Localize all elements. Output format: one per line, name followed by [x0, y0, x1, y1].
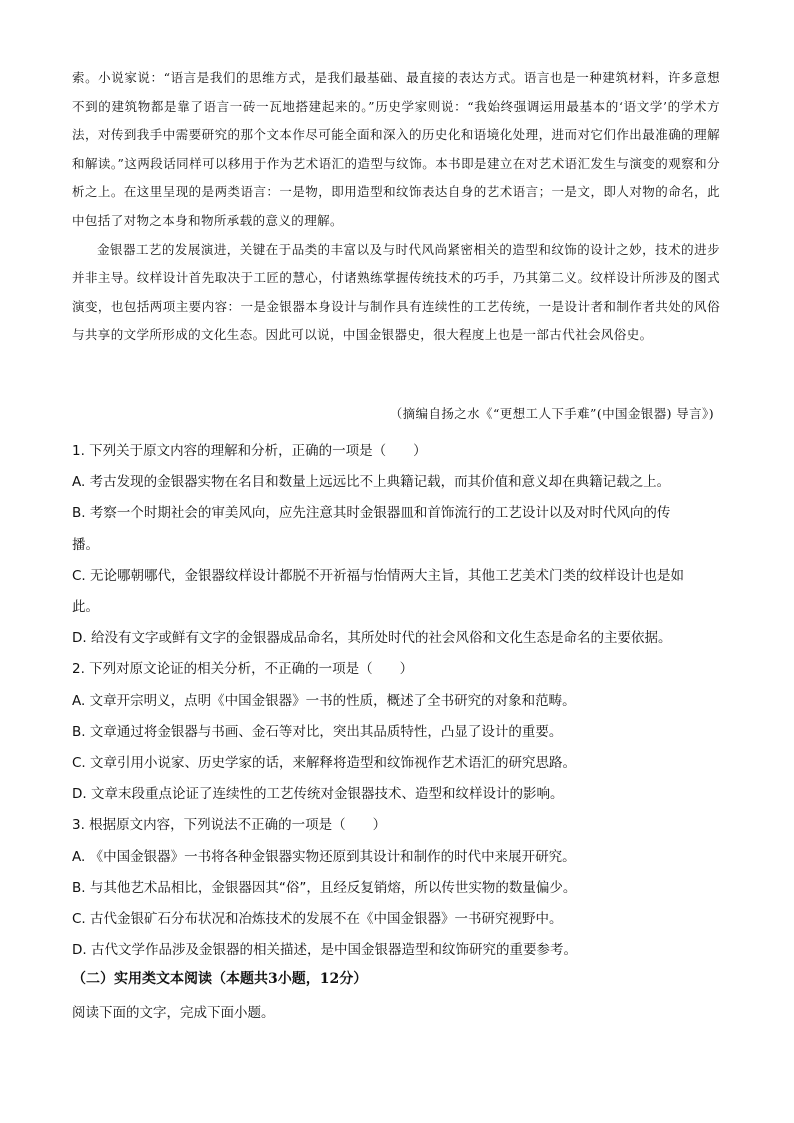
- option-text: B. 考察一个时期社会的审美风向，应先注意其时金银器皿和首饰流行的工艺设计以及对时代风向的传: [72, 505, 671, 522]
- option-text: A. 《中国金银器》一书将各种金银器实物还原到其设计和制作的时代中来展开研究。: [72, 848, 576, 865]
- question-2-option-b[interactable]: [72, 717, 722, 748]
- passage-paragraph-2: [72, 236, 720, 350]
- passage-line: 设计者和制作者共处的风俗与共享的文学所形成的文化生态。因此可以说，中国金银器史，很大程度上也: [72, 298, 720, 343]
- option-text-continued: 播。: [72, 536, 99, 553]
- option-text: A. 文章开宗明义，点明《中国金银器》一书的性质，概述了全书研究的对象和范畴。: [72, 692, 576, 709]
- passage-line: 理，进而对它们作出最准确的理解和解读。”这两段话同样可以移用于作为艺术语汇的造型与纹饰。本书: [72, 127, 720, 171]
- question-3-stem: 3. 根据原文内容，下列说法不正确的一项是（ ）: [72, 817, 387, 834]
- passage-line: 术的进步并非主导。纹样设计首先取决于工匠的慧心，付诸熟练掌握传统技术的巧手，乃其第二义。纹样: [72, 241, 720, 286]
- passage-line: 即是建立在对艺术语汇发生与演变的观察和分析之上。在这里呈现的是两类语言：一是物，即用造型和纹: [72, 155, 720, 200]
- option-text: D. 文章末段重点论证了连续性的工艺传统对金银器技术、造型和纹样设计的影响。: [72, 786, 564, 803]
- question-list: [72, 436, 722, 966]
- passage-line: 是一部古代社会风俗史。: [510, 327, 653, 343]
- passage-line: 许多意想不到的建筑物都是靠了语言一砖一瓦地搭建起来的。”历史学家则说：“我始终强调运用最基本: [72, 70, 721, 114]
- passage-line: 设计所涉及的图式演变，也包括两项主要内容：一是金银器本身设计与制作具有连续性的工艺传统，一是: [72, 270, 720, 314]
- question-2-option-c[interactable]: [72, 748, 722, 779]
- option-text: C. 古代金银矿石分布状况和冶炼技术的发展不在《中国金银器》一书研究视野中。: [72, 911, 563, 928]
- question-3-option-c[interactable]: [72, 904, 722, 935]
- source-citation: （摘编自扬之水《“更想工人下手难”(中国金银器) 导言》): [389, 406, 714, 421]
- option-text: B. 文章通过将金银器与书画、金石等对比，突出其品质特性，凸显了设计的重要。: [72, 723, 563, 740]
- question-1-option-a[interactable]: [72, 467, 722, 498]
- question-3-option-d[interactable]: [72, 935, 722, 966]
- passage-line: 饰表达自身的艺术语言；一是文，即人对物的命名，此中包括了对物之本身和物所承载的意义的理解。: [72, 184, 720, 228]
- reading-passage: [72, 64, 720, 350]
- question-1-option-b[interactable]: [72, 498, 722, 560]
- section-heading: （二）实用类文本阅读（本题共3小题，12分）: [72, 971, 368, 987]
- option-text-continued: 此。: [72, 599, 99, 616]
- question-1-option-c[interactable]: [72, 561, 722, 623]
- passage-line: 索。小说家说：“语言是我们的思维方式，是我们最基础、最直接的表达方式。语言也是一种建筑材料，: [72, 70, 668, 85]
- option-text: D. 古代文学作品涉及金银器的相关描述，是中国金银器造型和纹饰研究的重要参考。: [72, 942, 577, 959]
- option-text: D. 给没有文字或鲜有文字的金银器成品命名，其所处时代的社会风俗和文化生态是命名的主要依据。: [72, 630, 672, 647]
- option-text: C. 文章引用小说家、历史学家的话，来解释将造型和纹饰视作艺术语汇的研究思路。: [72, 755, 577, 772]
- section-instruction: 阅读下面的文字，完成下面小题。: [72, 1005, 275, 1021]
- question-1-option-d[interactable]: [72, 623, 722, 654]
- question-2-option-a[interactable]: [72, 686, 722, 717]
- passage-paragraph-1: [72, 64, 720, 236]
- passage-line: 的‘语文学’的学术方法，对传到我手中需要研究的那个文本作尽可能全面和深入的历史化和语境化处: [72, 98, 720, 143]
- question-3-option-b[interactable]: [72, 873, 722, 904]
- option-text: C. 无论哪朝哪代，金银器纹样设计都脱不开祈福与怡情两大主旨，其他工艺美术门类的纹样设计也是如: [72, 567, 685, 584]
- option-text: A. 考古发现的金银器实物在名目和数量上远远比不上典籍记载，而其价值和意义却在典籍记载之上。: [72, 474, 671, 491]
- option-text: B. 与其他艺术品相比，金银器因其“俗”，且经反复销熔，所以传世实物的数量偏少。: [72, 879, 577, 896]
- passage-line: 金银器工艺的发展演进，关键在于品类的丰富以及与时代风尚紧密相关的造型和纹饰的设计之妙，技: [97, 241, 669, 257]
- question-2-option-d[interactable]: [72, 779, 722, 810]
- question-2-stem: 2. 下列对原文论证的相关分析，不正确的一项是（ ）: [72, 661, 414, 678]
- question-1-stem: 1. 下列关于原文内容的理解和分析，正确的一项是（ ）: [72, 443, 427, 459]
- question-3-option-a[interactable]: [72, 842, 722, 873]
